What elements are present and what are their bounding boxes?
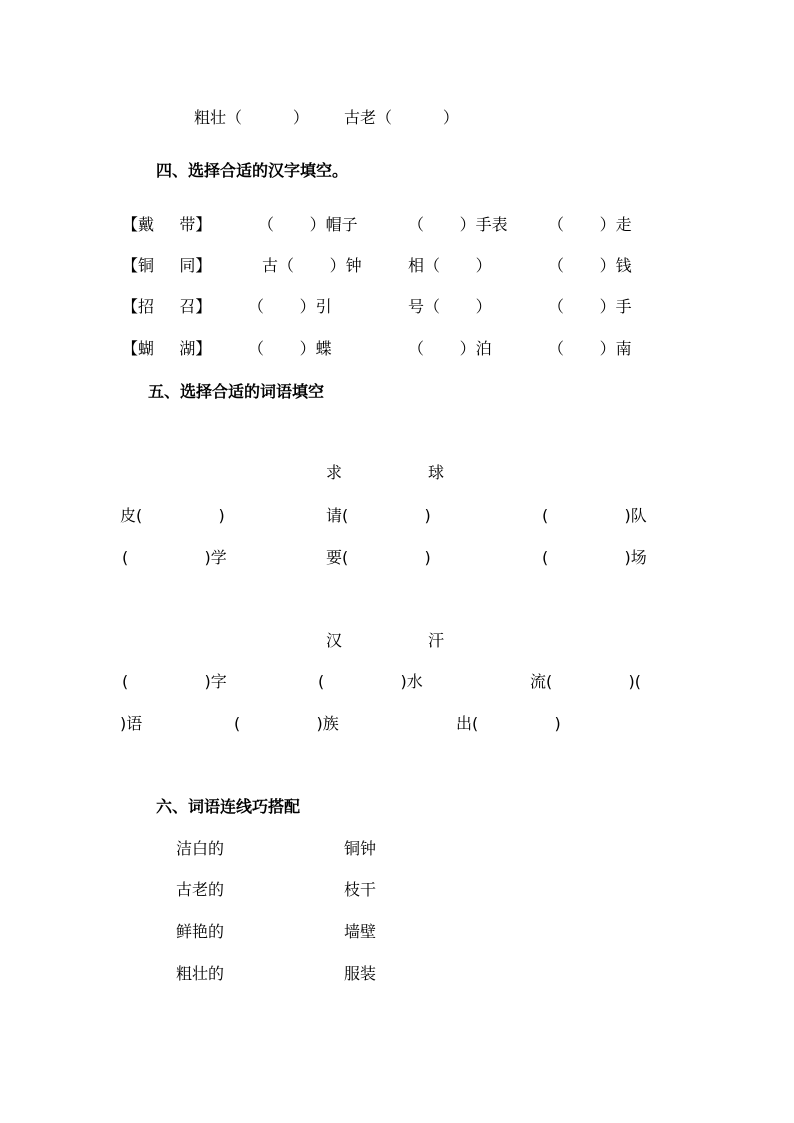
match-left-item: 洁白的 bbox=[176, 839, 225, 858]
fill-blank: )语 bbox=[120, 714, 143, 733]
fill-blank: 请( ) bbox=[326, 506, 431, 525]
choice-word: 汗 bbox=[428, 631, 445, 650]
match-left-item: 粗壮的 bbox=[176, 964, 225, 983]
fill-blank: 相（ ） bbox=[408, 256, 492, 275]
char-pair-label: 【蝴 湖】 bbox=[122, 339, 212, 358]
fill-blank: （ ）蝶 bbox=[248, 339, 332, 358]
fill-blank: （ ）手 bbox=[548, 297, 632, 316]
fill-blank: ( )场 bbox=[542, 548, 647, 567]
fill-item-gulao: 古老（ ） bbox=[344, 108, 459, 127]
char-pair-label: 【戴 带】 bbox=[122, 215, 212, 234]
choice-word: 汉 bbox=[326, 631, 343, 650]
fill-blank: （ ）手表 bbox=[408, 215, 508, 234]
section-6-title: 六、词语连线巧搭配 bbox=[156, 797, 301, 816]
section-5-title: 五、选择合适的词语填空 bbox=[148, 382, 325, 401]
choice-word: 球 bbox=[428, 463, 445, 482]
char-pair-label: 【铜 同】 bbox=[122, 256, 212, 275]
char-pair-label: 【招 召】 bbox=[122, 297, 212, 316]
match-right-item: 墙壁 bbox=[344, 922, 377, 941]
choice-word: 求 bbox=[326, 463, 343, 482]
match-left-item: 古老的 bbox=[176, 880, 225, 899]
fill-blank: （ ）泊 bbox=[408, 339, 492, 358]
fill-blank: ( )族 bbox=[234, 714, 339, 733]
match-right-item: 服装 bbox=[344, 964, 377, 983]
fill-item-cuzhuang: 粗壮（ ） bbox=[194, 108, 309, 127]
fill-blank: （ ）引 bbox=[248, 297, 332, 316]
fill-blank: （ ）南 bbox=[548, 339, 632, 358]
section-4-title: 四、选择合适的汉字填空。 bbox=[156, 161, 349, 180]
match-right-item: 枝干 bbox=[344, 880, 377, 899]
fill-blank: 古（ ）钟 bbox=[262, 256, 362, 275]
fill-blank: （ ）帽子 bbox=[258, 215, 358, 234]
fill-blank: 出( ) bbox=[456, 714, 561, 733]
match-right-item: 铜钟 bbox=[344, 839, 377, 858]
fill-blank: ( )字 bbox=[122, 672, 227, 691]
fill-blank: ( )学 bbox=[122, 548, 227, 567]
fill-blank: 皮( ) bbox=[120, 506, 225, 525]
fill-blank: ( )队 bbox=[542, 506, 647, 525]
fill-blank: 号（ ） bbox=[408, 297, 492, 316]
fill-blank: （ ）钱 bbox=[548, 256, 632, 275]
fill-blank: 要( ) bbox=[326, 548, 431, 567]
match-left-item: 鲜艳的 bbox=[176, 922, 225, 941]
fill-blank: ( )水 bbox=[318, 672, 423, 691]
fill-blank: （ ）走 bbox=[548, 215, 632, 234]
fill-blank: 流( )( bbox=[530, 672, 642, 691]
